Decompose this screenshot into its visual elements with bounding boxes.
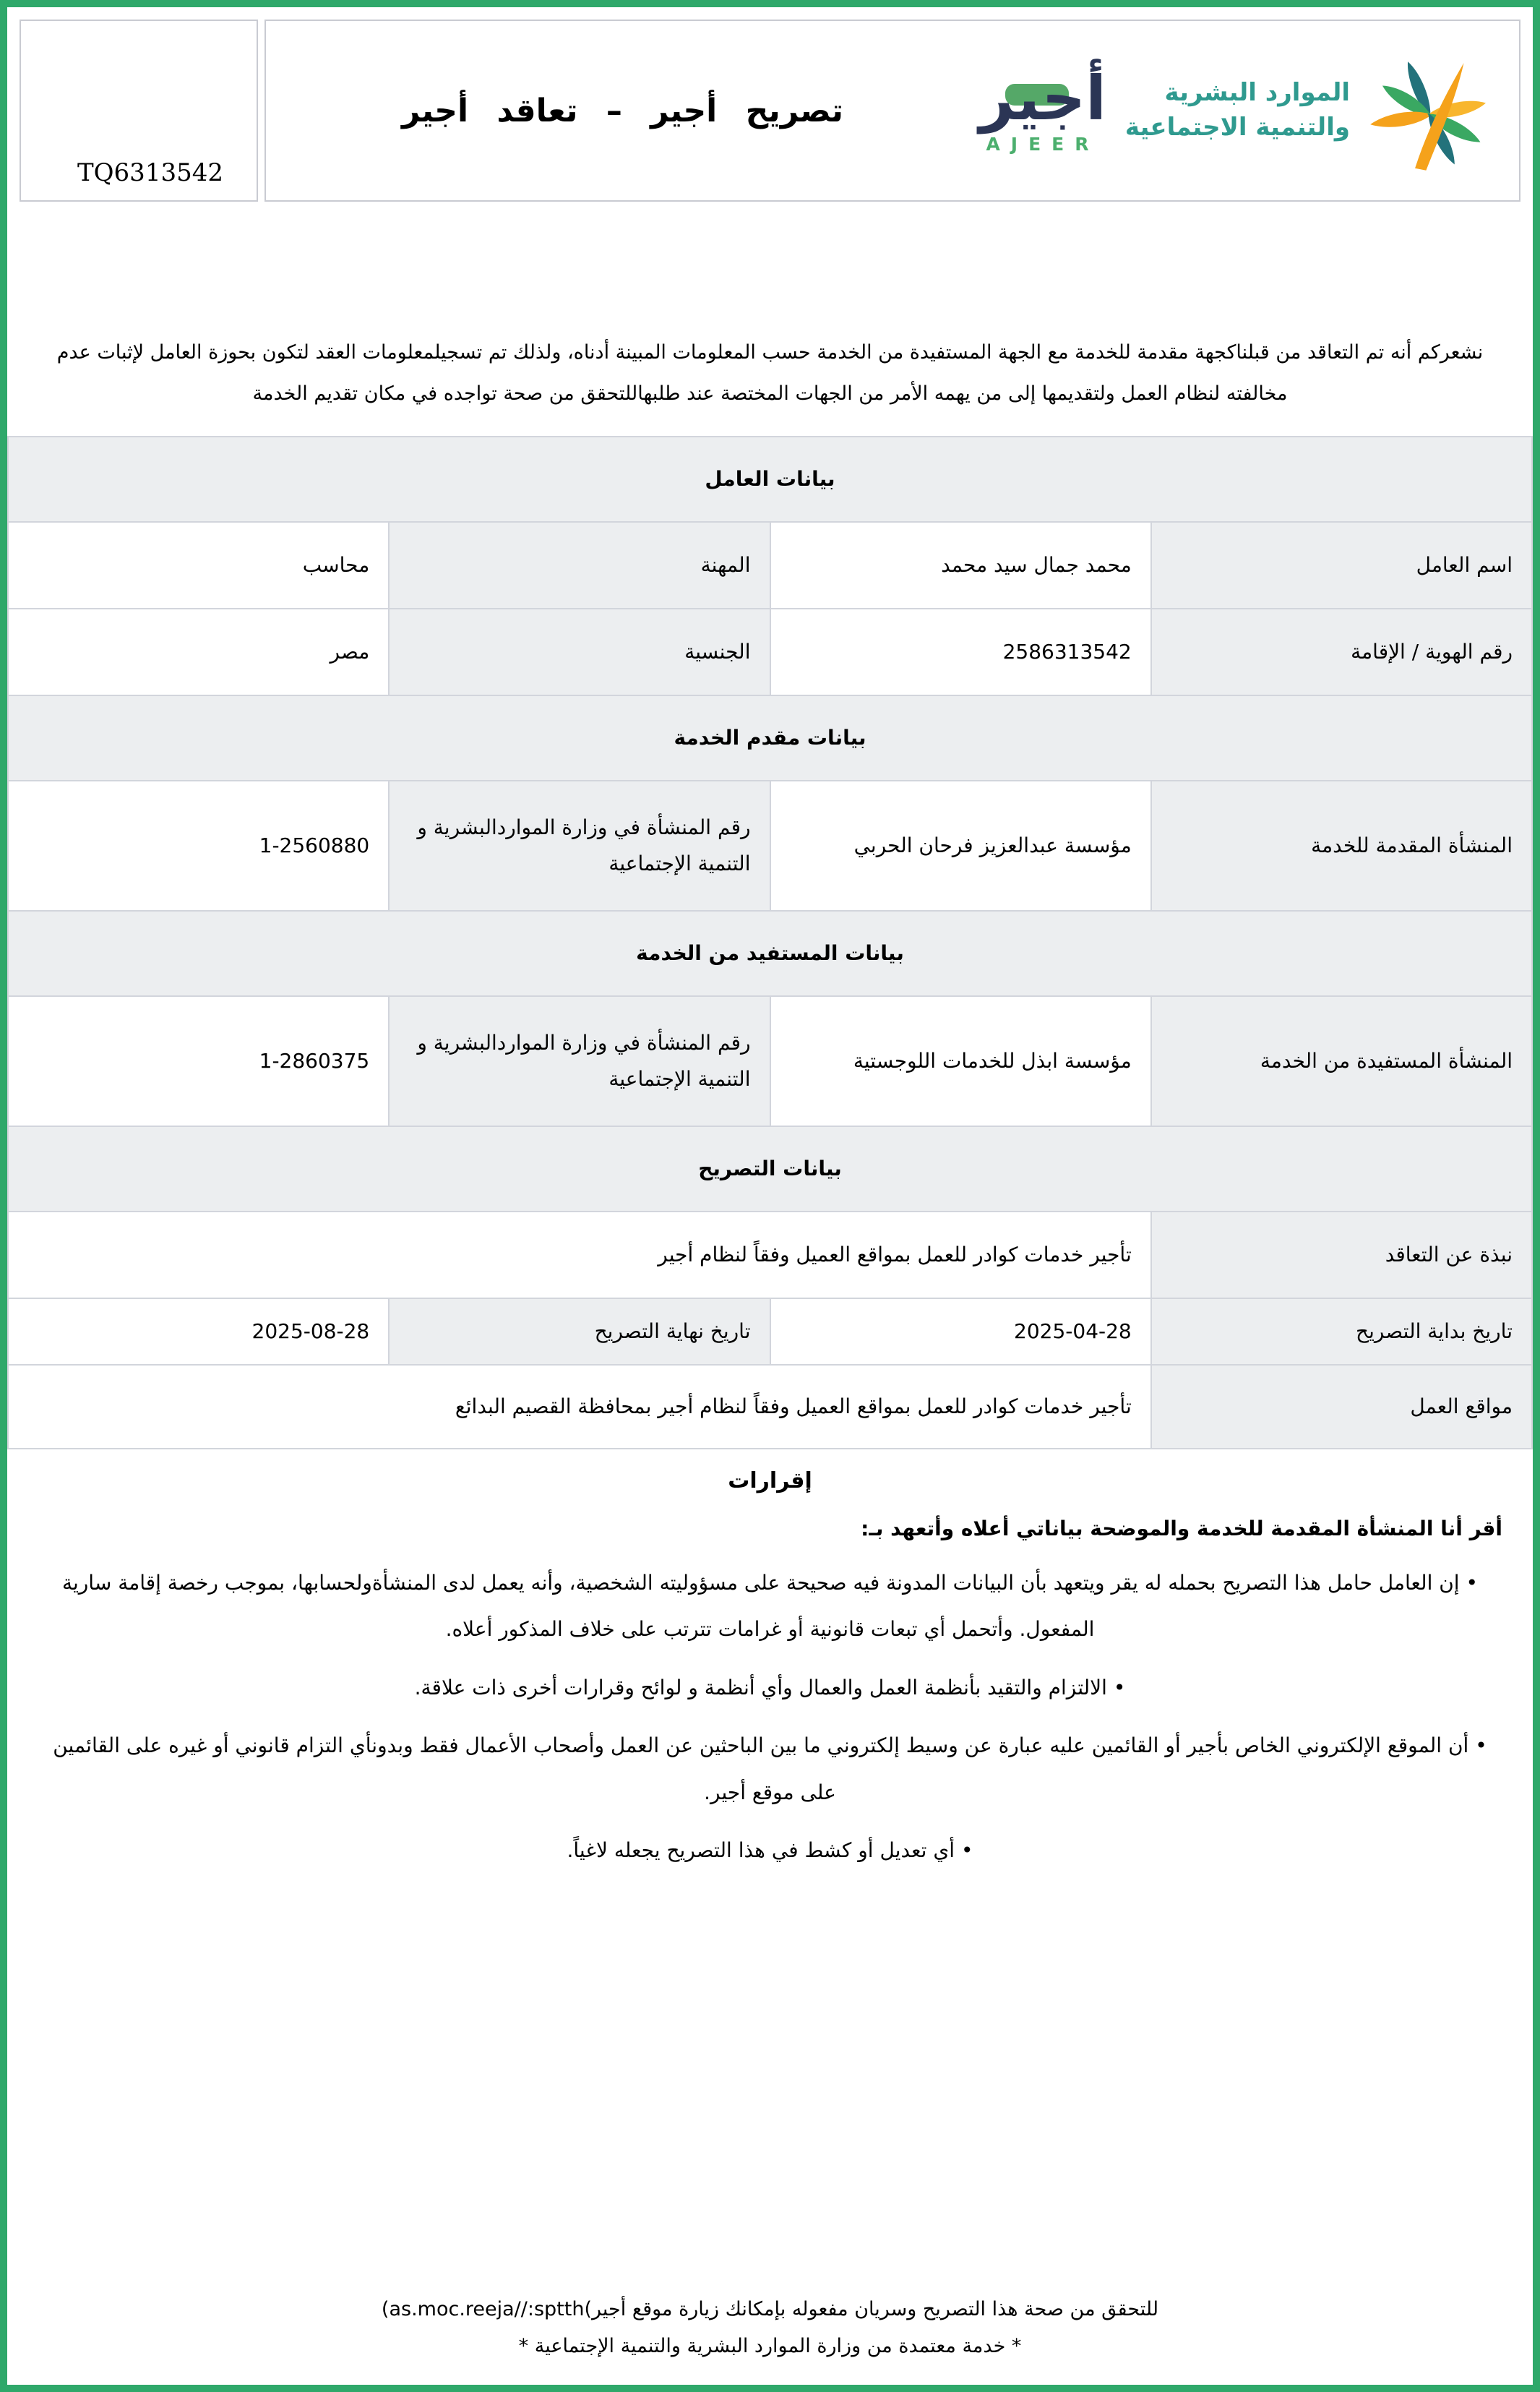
ministry-name [1125,76,1350,145]
field-label: المهنة [389,522,770,609]
permit-code-box [20,20,258,202]
declarations-intro: أقر أنا المنشأة المقدمة للخدمة والموضحة بياناتي أعلاه وأتعهد بـ: [861,1517,1502,1541]
field-label: رقم المنشأة في وزارة المواردالبشرية و التنمية الإجتماعية [389,781,770,911]
field-value: تأجير خدمات كوادر للعمل بمواقع العميل وفقاً لنظام أجير بمحافظة القصيم البدائع [8,1365,1151,1449]
ministry-emblem-icon [1360,44,1499,177]
ajeer-logo-arabic-text: أجير [979,63,1106,134]
field-value: 1-2560880 [8,781,389,911]
section-header-row [8,1126,1532,1212]
title-area [266,93,979,129]
header [20,20,1520,202]
footer-verify-url: (as.moc.reeja//:sptth( [381,2298,592,2320]
ajeer-logo-latin-text: AJEER [986,133,1100,155]
header-main-box [264,20,1520,202]
declaration-item: • الالتزام والتقيد بأنظمة العمل والعمال وأي أنظمة و لوائح وقرارات أخرى ذات علاقة. [38,1665,1502,1711]
field-value: مؤسسة ابذل للخدمات اللوجستية [770,996,1151,1126]
declarations-list [38,1560,1502,1874]
table-row [8,1212,1532,1298]
field-value: 2586313542 [770,609,1151,695]
field-label: مواقع العمل [1151,1365,1532,1449]
field-label: المنشأة المستفيدة من الخدمة [1151,996,1532,1126]
section-header-row [8,437,1532,522]
field-label: رقم المنشأة في وزارة المواردالبشرية و التنمية الإجتماعية [389,996,770,1126]
section-header: بيانات مقدم الخدمة [8,695,1532,781]
table-row [8,522,1532,609]
field-label: تاريخ نهاية التصريح [389,1298,770,1365]
footer [7,2298,1533,2357]
footer-verify-line [7,2298,1533,2320]
table-row [8,996,1532,1126]
declarations-title: إقرارات [728,1468,812,1494]
field-label: الجنسية [389,609,770,695]
ministry-name-line1: الموارد البشرية [1164,78,1350,108]
section-header: بيانات المستفيد من الخدمة [8,911,1532,996]
footer-verify-text: للتحقق من صحة هذا التصريح وسريان مفعوله بإمكانك زيارة موقع أجير [592,2298,1159,2320]
table-row [8,1298,1532,1365]
declaration-item: • أي تعديل أو كشط في هذا التصريح يجعله لاغياً. [38,1827,1502,1874]
field-label: اسم العامل [1151,522,1532,609]
table-row [8,1365,1532,1449]
field-value: 2025-04-28 [770,1298,1151,1365]
field-value: تأجير خدمات كوادر للعمل بمواقع العميل وفقاً لنظام أجير [8,1212,1151,1298]
logos [979,44,1519,177]
field-label: رقم الهوية / الإقامة [1151,609,1532,695]
field-value: مصر [8,609,389,695]
section-header: بيانات التصريح [8,1126,1532,1212]
field-label: المنشأة المقدمة للخدمة [1151,781,1532,911]
declaration-item: • إن العامل حامل هذا التصريح بحمله له يقر ويتعهد بأن البيانات المدونة فيه صحيحة على مسؤوليته الشخصية، وأنه يعمل لدى المنشأةولحسابها، بموجب رخصة إقامة سارية المفعول. وأتحمل أي تبعات قانونية أو غرامات تترتب على خلاف المذكور أعلاه. [38,1560,1502,1653]
footer-approved-line: * خدمة معتمدة من وزارة الموارد البشرية والتنمية الإجتماعية * [518,2335,1022,2357]
ajeer-logo [979,63,1106,155]
table-row [8,781,1532,911]
field-label: نبذة عن التعاقد [1151,1212,1532,1298]
section-header-row [8,695,1532,781]
page-title: تصريح أجير – تعاقد أجير [401,92,844,129]
table-row [8,609,1532,695]
field-label: تاريخ بداية التصريح [1151,1298,1532,1365]
intro-paragraph: نشعركم أنه تم التعاقد من قبلناكجهة مقدمة للخدمة مع الجهة المستفيدة من الخدمة حسب المعلومات المبينة أدناه، ولذلك تم تسجيلمعلومات العقد لتكون بحوزة العامل لإثبات عدم مخالفته لنظام العمل ولتقديمها إلى من يهمه الأمر من الجهات المختصة عند طلبهاللتحقق من صحة تواجده في مكان تقديم الخدمة [56,341,1484,406]
ajeer-logo-arabic [979,63,1106,134]
field-value: مؤسسة عبدالعزيز فرحان الحربي [770,781,1151,911]
section-header: بيانات العامل [8,437,1532,522]
ministry-logo [1125,44,1499,177]
declaration-item: • أن الموقع الإلكتروني الخاص بأجير أو القائمين عليه عبارة عن وسيط إلكتروني ما بين الباحثين عن العمل وأصحاب الأعمال فقط وبدونأي التزام قانوني أو غيره على القائمين على موقع أجير. [38,1723,1502,1816]
declarations [38,1506,1502,1874]
field-value: محاسب [8,522,389,609]
section-header-row [8,911,1532,996]
field-value: 2025-08-28 [8,1298,389,1365]
permit-info-table [7,436,1533,1449]
permit-code: TQ6313542 [77,158,223,187]
ministry-name-line2: والتنمية الاجتماعية [1124,113,1350,142]
field-value: 1-2860375 [8,996,389,1126]
field-value: محمد جمال سيد محمد [770,522,1151,609]
